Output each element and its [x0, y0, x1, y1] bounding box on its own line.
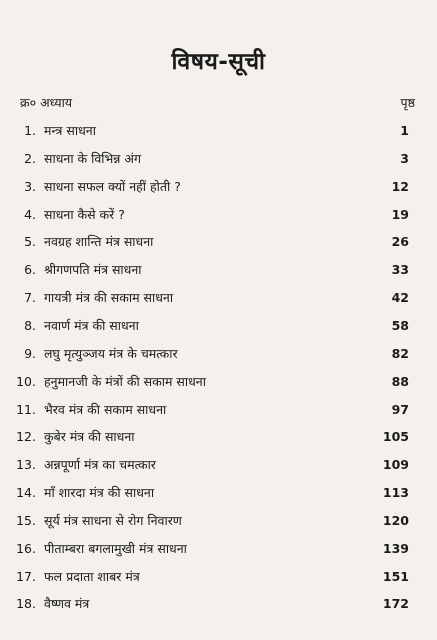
- toc-row: [0, 398, 437, 422]
- toc-row-title: वैष्णव मंत्र: [44, 596, 90, 612]
- toc-row-page: 12: [391, 178, 409, 194]
- toc-row-number: 16.: [16, 540, 36, 556]
- toc-row-page: 151: [382, 568, 409, 584]
- toc-row-page: 120: [382, 512, 409, 528]
- toc-row-title: साधना के विभिन्न अंग: [44, 150, 141, 166]
- toc-row-title: गायत्री मंत्र की सकाम साधना: [44, 290, 174, 306]
- toc-row-number: 2.: [24, 150, 36, 166]
- toc-row-title: नवग्रह शान्ति मंत्र साधना: [44, 234, 154, 250]
- toc-row: [0, 425, 437, 449]
- toc-row-number: 5.: [24, 234, 36, 250]
- toc-row: [0, 230, 437, 254]
- toc-row-page: 88: [391, 373, 409, 389]
- toc-row: [0, 592, 437, 616]
- toc-row: [0, 258, 437, 282]
- toc-row-page: 26: [391, 234, 409, 250]
- toc-row-number: 10.: [16, 373, 36, 389]
- toc-row-page: 3: [400, 150, 409, 166]
- toc-row-number: 1.: [24, 123, 36, 138]
- toc-row-title: मन्त्र साधना: [44, 123, 96, 138]
- toc-row-title: पीताम्बरा बगलामुखी मंत्र साधना: [44, 540, 187, 556]
- toc-row-title: श्रीगणपति मंत्र साधना: [44, 262, 142, 278]
- toc-row-page: 1: [400, 123, 409, 138]
- toc-row: [0, 453, 437, 477]
- toc-row-number: 6.: [24, 262, 36, 278]
- toc-row-number: 7.: [24, 290, 36, 306]
- toc-row-page: 33: [391, 262, 409, 278]
- toc-row: [0, 537, 437, 561]
- toc-row-title: सूर्य मंत्र साधना से रोग निवारण: [44, 512, 182, 528]
- toc-row-page: 82: [391, 345, 409, 361]
- toc-row-title: लघु मृत्युञ्जय मंत्र के चमत्कार: [44, 345, 178, 361]
- toc-row-title: साधना कैसे करें ?: [44, 206, 125, 222]
- toc-row-page: 42: [391, 290, 409, 306]
- toc-row-number: 17.: [16, 568, 36, 584]
- toc-row-page: 109: [382, 457, 409, 473]
- toc-row-page: 172: [382, 596, 409, 612]
- toc-row-title: नवार्ण मंत्र की साधना: [44, 317, 139, 333]
- toc-row-title: कुबेर मंत्र की साधना: [44, 429, 135, 445]
- page-title: विषय-सूची: [171, 49, 266, 75]
- toc-row-number: 9.: [24, 345, 36, 361]
- toc-row: [0, 203, 437, 227]
- toc-row: [0, 565, 437, 589]
- column-header-chapter: क्र० अध्याय: [20, 95, 73, 110]
- toc-row-title: हनुमानजी के मंत्रों की सकाम साधना: [44, 373, 206, 389]
- toc-row-title: माँ शारदा मंत्र की साधना: [44, 485, 155, 501]
- toc-row-title: भैरव मंत्र की सकाम साधना: [44, 401, 167, 417]
- toc-row: [0, 509, 437, 533]
- toc-row: [0, 147, 437, 171]
- toc-row: [0, 314, 437, 338]
- toc-row-page: 113: [382, 485, 409, 501]
- toc-row-page: 105: [382, 429, 409, 445]
- toc-row: [0, 342, 437, 366]
- toc-row: [0, 370, 437, 394]
- toc-row-number: 13.: [16, 457, 36, 473]
- toc-row-number: 3.: [24, 178, 36, 194]
- toc-row-page: 19: [391, 206, 409, 222]
- toc-row-number: 12.: [16, 429, 36, 445]
- toc-row-number: 18.: [16, 596, 36, 612]
- toc-row-number: 8.: [24, 317, 36, 333]
- column-header-page: पृष्ठ: [400, 95, 415, 110]
- toc-row-page: 139: [382, 540, 409, 556]
- toc-row-number: 15.: [16, 512, 36, 528]
- toc-row-page: 97: [391, 401, 409, 417]
- toc-row-number: 11.: [16, 401, 36, 417]
- toc-row-title: फल प्रदाता शाबर मंत्र: [44, 568, 140, 584]
- toc-row: [0, 481, 437, 505]
- toc-row: [0, 119, 437, 143]
- toc-row-number: 4.: [24, 206, 36, 222]
- toc-row-number: 14.: [16, 485, 36, 501]
- toc-row-title: अन्नपूर्णा मंत्र का चमत्कार: [44, 457, 156, 473]
- toc-row-title: साधना सफल क्यों नहीं होती ?: [44, 178, 181, 194]
- toc-row: [0, 175, 437, 199]
- toc-row-page: 58: [391, 317, 409, 333]
- toc-row: [0, 286, 437, 310]
